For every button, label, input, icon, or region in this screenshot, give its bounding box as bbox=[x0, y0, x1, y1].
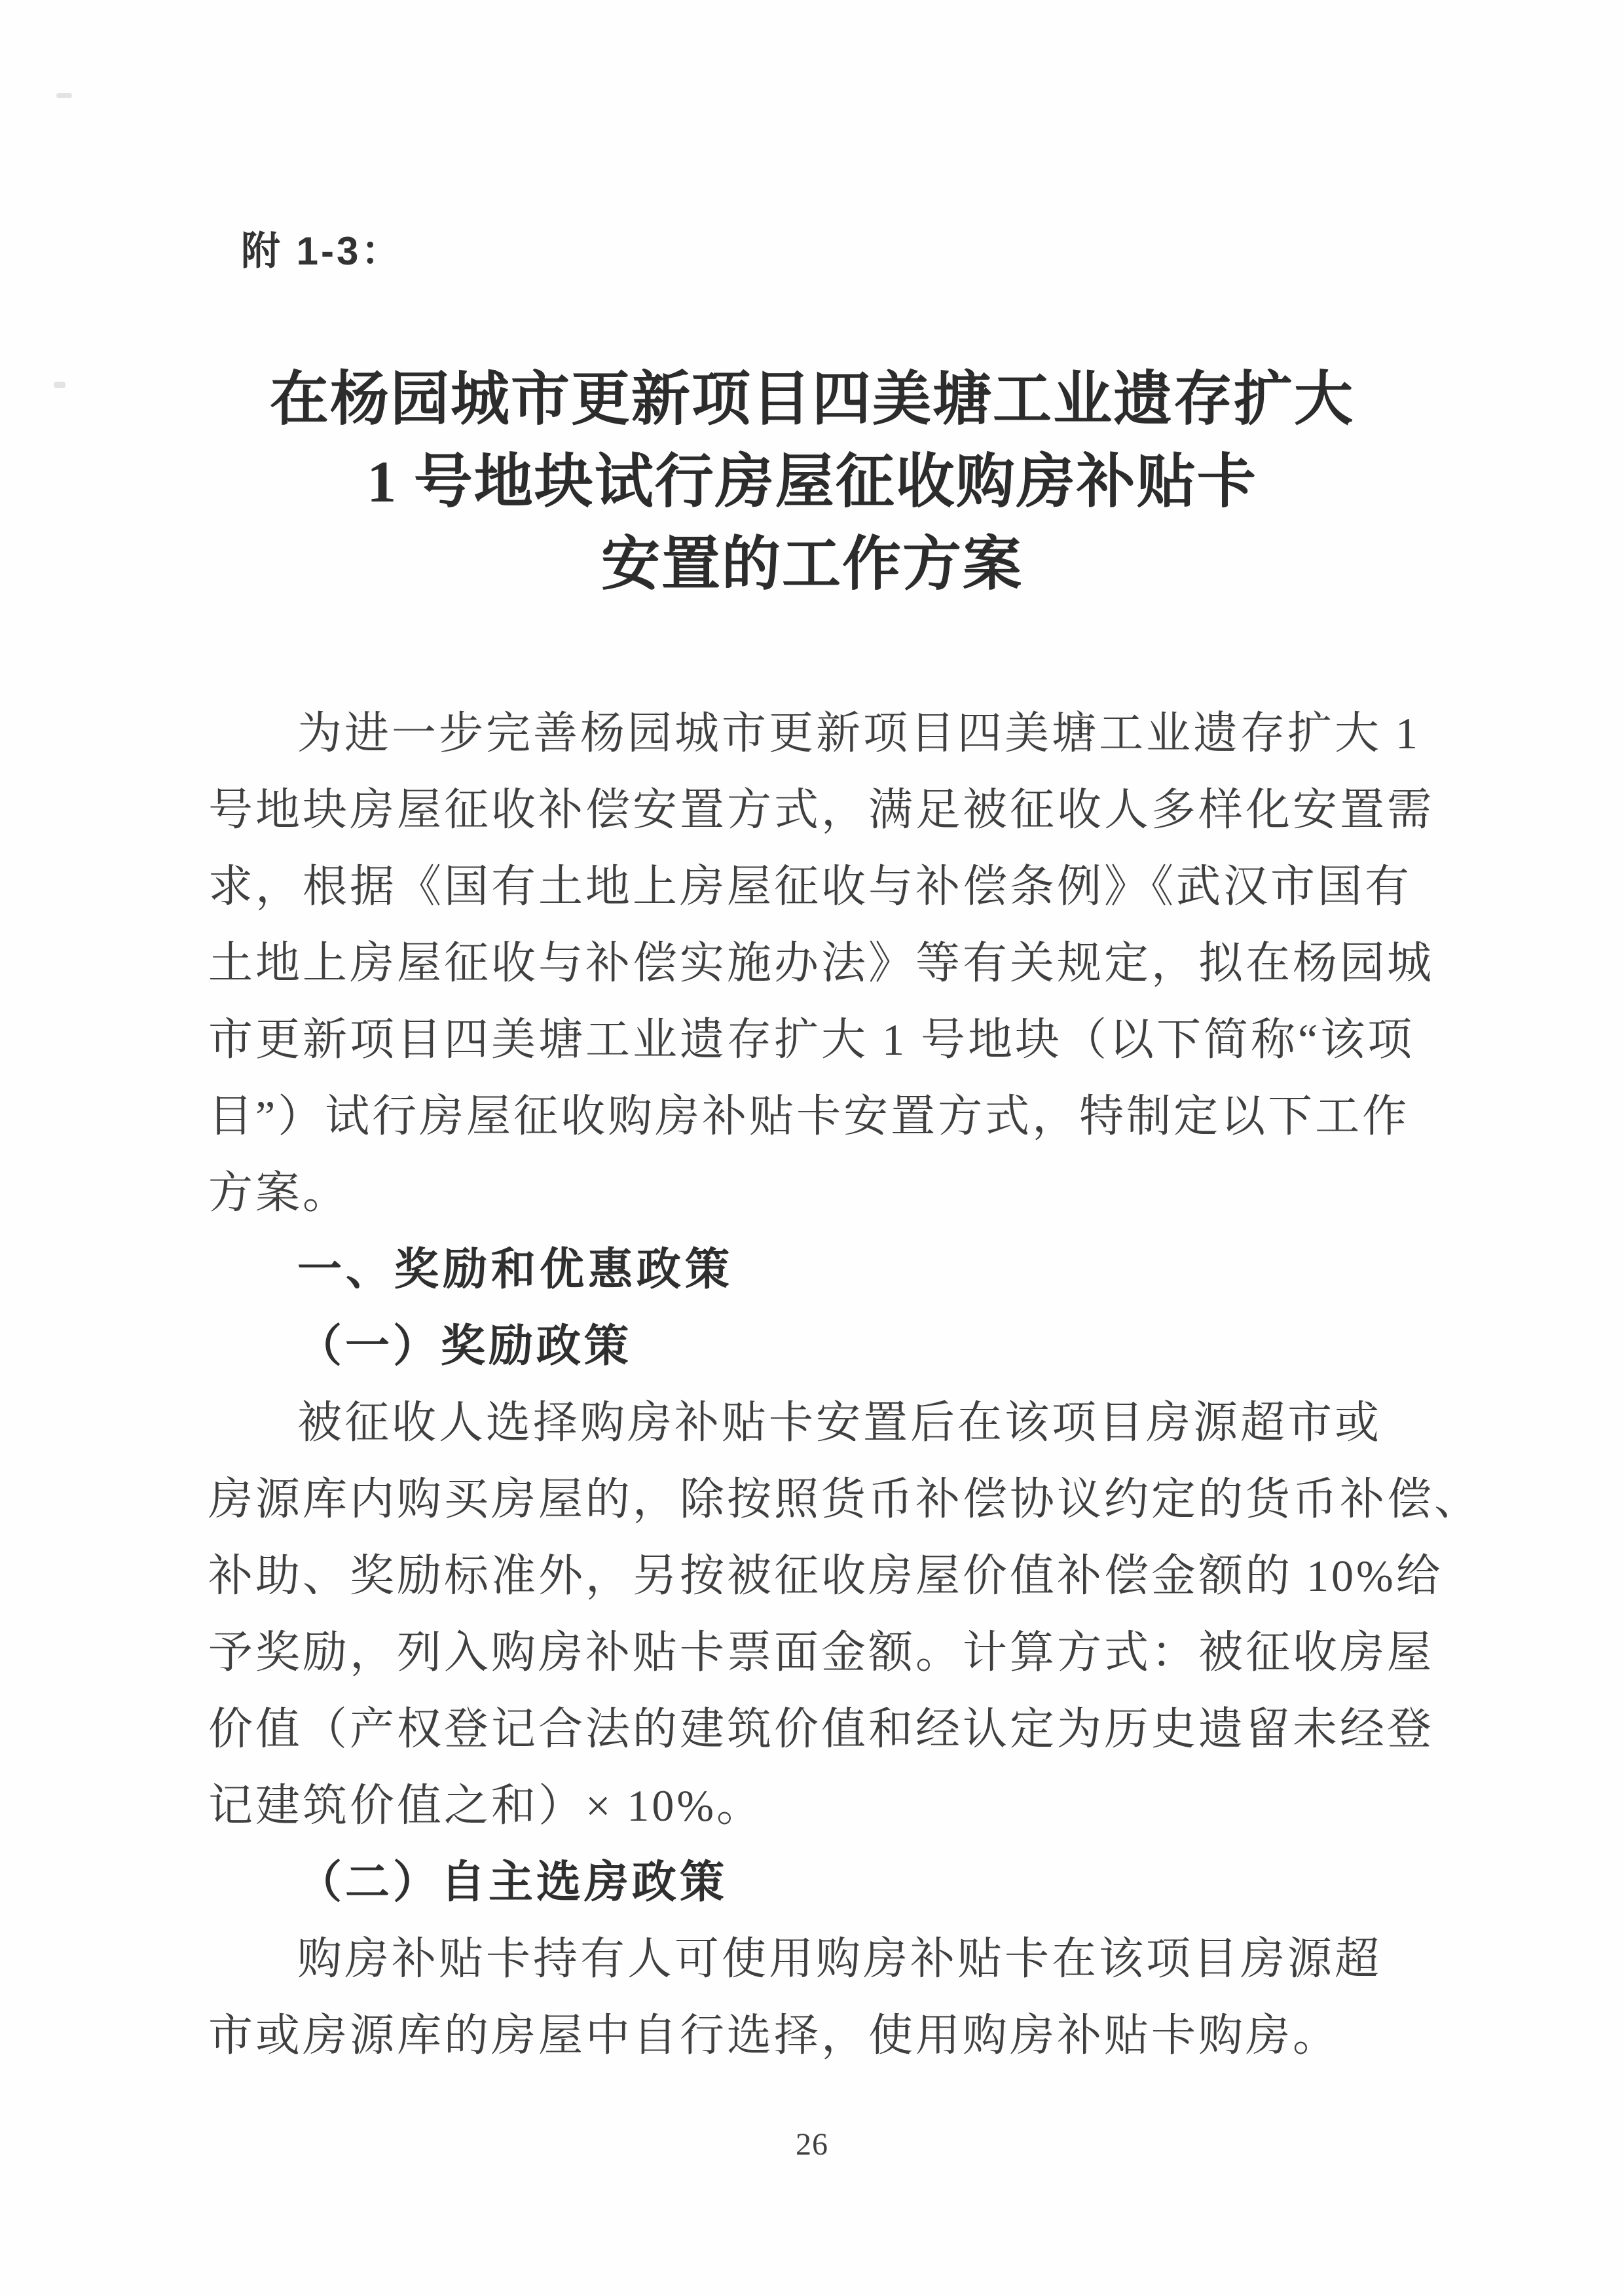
document-body bbox=[208, 695, 1482, 2074]
title-line-3: 安置的工作方案 bbox=[601, 532, 1023, 597]
body-line: 房源库内购买房屋的，除按照货币补偿协议约定的货币补偿、 bbox=[208, 1474, 1482, 1524]
body-line: 予奖励，列入购房补贴卡票面金额。计算方式：被征收房屋 bbox=[208, 1628, 1435, 1677]
paragraph-intro bbox=[208, 695, 1439, 1231]
body-line: 购房补贴卡持有人可使用购房补贴卡在该项目房源超 bbox=[297, 1934, 1382, 1984]
title-line-1: 在杨园城市更新项目四美塘工业遗存扩大 bbox=[270, 367, 1354, 432]
body-line: 为进一步完善杨园城市更新项目四美塘工业遗存扩大 1 bbox=[297, 708, 1421, 758]
scan-artifact-mark bbox=[56, 93, 72, 98]
body-line: 土地上房屋征收与补偿实施办法》等有关规定，拟在杨园城 bbox=[208, 938, 1435, 988]
body-line: 号地块房屋征收补偿安置方式，满足被征收人多样化安置需 bbox=[208, 785, 1435, 835]
subsection-heading-self-selection-policy: （二）自主选房政策 bbox=[297, 1857, 728, 1907]
scan-artifact-mark bbox=[54, 382, 65, 388]
body-line: 市更新项目四美塘工业遗存扩大 1 号地块（以下简称“该项 bbox=[208, 1015, 1415, 1065]
body-line: 方案。 bbox=[208, 1168, 350, 1218]
body-line: 市或房源库的房屋中自行选择，使用购房补贴卡购房。 bbox=[208, 2011, 1340, 2060]
subsection-heading-reward-policy: （一）奖励政策 bbox=[297, 1321, 633, 1371]
body-line: 补助、奖励标准外，另按被征收房屋价值补偿金额的 10%给 bbox=[208, 1551, 1443, 1601]
paragraph-reward-policy bbox=[208, 1385, 1482, 1844]
document-title bbox=[92, 359, 1532, 606]
body-line: 目”）试行房屋征收购房补贴卡安置方式，特制定以下工作 bbox=[208, 1091, 1410, 1141]
title-line-2: 1 号地块试行房屋征收购房补贴卡 bbox=[367, 450, 1257, 515]
body-line: 记建筑价值之和）× 10%。 bbox=[208, 1781, 764, 1831]
body-line: 价值（产权登记合法的建筑价值和经认定为历史遗留未经登 bbox=[208, 1704, 1435, 1754]
body-line: 被征收人选择购房补贴卡安置后在该项目房源超市或 bbox=[297, 1398, 1382, 1448]
paragraph-self-selection-policy bbox=[208, 1921, 1439, 2074]
body-line: 求，根据《国有土地上房屋征收与补偿条例》《武汉市国有 bbox=[208, 862, 1412, 911]
attachment-label: 附 1-3： bbox=[241, 229, 403, 273]
page-number: 26 bbox=[796, 2127, 828, 2162]
section-heading-rewards-and-incentives: 一、奖励和优惠政策 bbox=[297, 1245, 734, 1294]
